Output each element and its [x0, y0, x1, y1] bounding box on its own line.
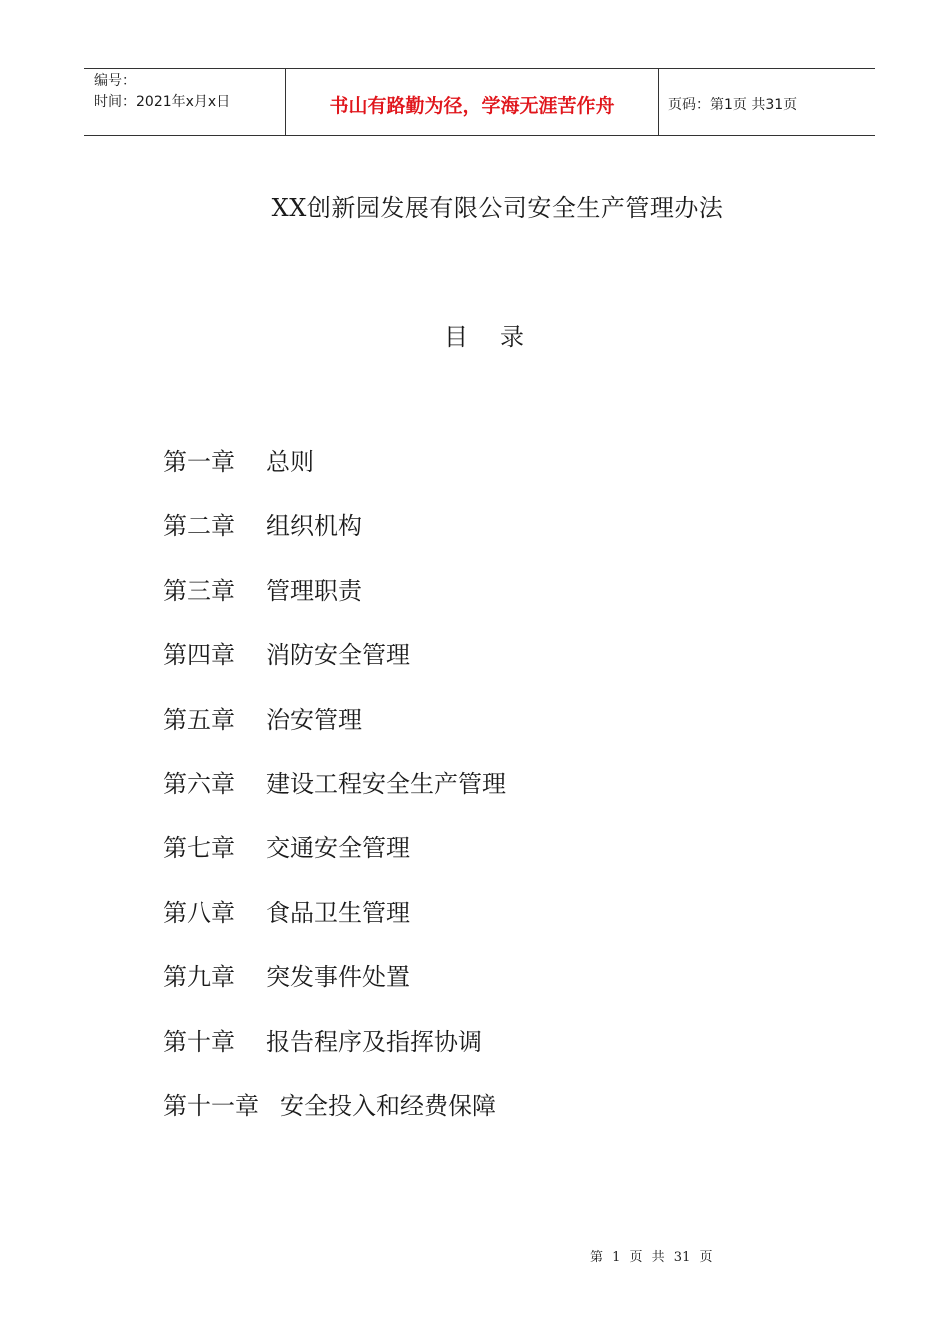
header-page-info: 页码：第1页 共31页 [668, 97, 798, 113]
toc-chapter-number: 第六章 [163, 769, 235, 798]
header-motto: 书山有路勤为径，学海无涯苦作舟 [329, 94, 615, 117]
toc-chapter-number: 第二章 [163, 512, 235, 541]
toc-item-9 [163, 959, 506, 1023]
toc-chapter-number: 第十章 [163, 1027, 235, 1056]
toc-chapter-number: 第九章 [163, 963, 235, 992]
header-motto-cell [286, 69, 659, 135]
toc-chapter-name: 消防安全管理 [266, 641, 410, 670]
toc-item-5 [163, 702, 506, 766]
toc-chapter-name: 组织机构 [266, 512, 362, 541]
toc-chapter-number: 第七章 [163, 834, 235, 863]
toc-chapter-name: 总则 [266, 448, 314, 476]
toc-chapter-name: 安全投入和经费保障 [280, 1091, 496, 1120]
toc-item-4 [163, 637, 506, 701]
toc-chapter-name: 突发事件处置 [266, 963, 410, 992]
toc-chapter-number: 第一章 [163, 448, 235, 476]
toc-item-2 [163, 508, 506, 572]
toc-item-3 [163, 573, 506, 637]
toc-item-7 [163, 830, 506, 894]
document-title: XX创新园发展有限公司安全生产管理办法 [271, 194, 724, 222]
toc-chapter-name: 建设工程安全生产管理 [266, 769, 506, 798]
toc-chapter-name: 食品卫生管理 [266, 898, 410, 927]
toc-chapter-name: 治安管理 [266, 705, 362, 734]
toc-item-1 [163, 444, 506, 508]
document-number-label: 编号： [94, 73, 136, 89]
toc-chapter-number: 第四章 [163, 641, 235, 670]
toc-chapter-number: 第五章 [163, 705, 235, 734]
toc-chapter-number: 第十一章 [163, 1091, 259, 1120]
header-meta-cell [84, 69, 286, 135]
toc-chapter-number: 第三章 [163, 576, 235, 605]
document-time-label: 时间：2021年x月x日 [94, 94, 231, 110]
header-page-cell [659, 69, 875, 135]
page-footer: 第 1 页 共 31 页 [590, 1250, 713, 1265]
toc-heading: 目录 [444, 323, 556, 351]
toc-item-8 [163, 895, 506, 959]
toc-item-11 [163, 1088, 506, 1152]
toc-chapter-name: 报告程序及指挥协调 [266, 1027, 482, 1056]
page-header-table [84, 68, 875, 136]
toc-chapter-number: 第八章 [163, 898, 235, 927]
toc-chapter-name: 管理职责 [266, 576, 362, 605]
toc-chapter-name: 交通安全管理 [266, 834, 410, 863]
toc-item-6 [163, 766, 506, 830]
toc-item-10 [163, 1024, 506, 1088]
table-of-contents [163, 444, 506, 1152]
